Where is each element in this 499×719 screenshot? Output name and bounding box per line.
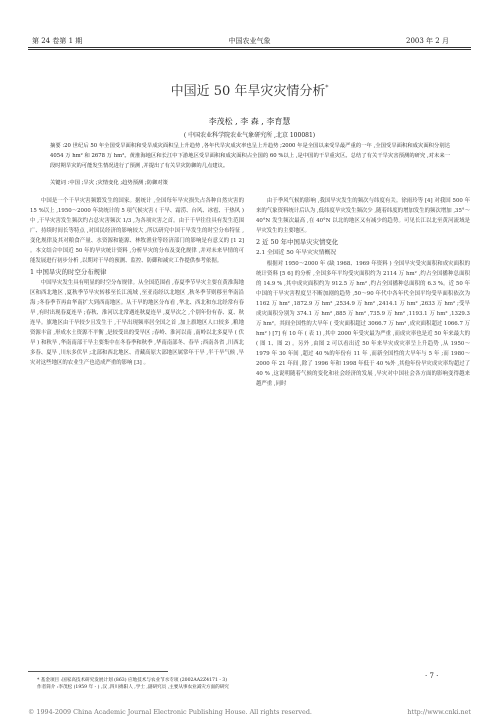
keywords: 关键词 :中国 ;旱灾 ;灾情变化 ;趋势预测 ;防御对策 bbox=[50, 180, 168, 186]
intro-paragraph: 中国是一个干旱灾害频繁发生的国家。据统计 ,全国每年旱灾损失占各种自然灾害的 15 %以上 ,1950～2000 年块统计的 5 项气候灾害 ( 干旱、霜涝、台风、冰雹、干热风 ) 中 ,干旱灾害发生频次约占总灾害频次 1/3 ,为各项灾害之首。由于干旱往往具有发生范围广、持续时间长等特点 ,对国民经济的影响较大 ,所以研究中国干旱发生的时空分布特征 ,变化规律及其对粮食产量、水资源和能源、林牧渔业等经济部门的影响是有意义的 [1 2] 。本文结合中国近 50 年的旱灾统计资料 ,分析旱灾的分布及变化规律 ,并对未来旱情的可能发展进行初步分析 ,以期对干旱的预测、监控、防御和减灾工作提供参考依据。 bbox=[30, 198, 244, 264]
body-paragraph: 根据对 1950～2000 年 (缺 1968、1969 年资料 ) 全国旱灾受灾面积和成灾面积的统计资料 [5 6] 的分析 ,全国多年平均受灾面积约为 2114 万 hm² ,约占全国播种总面积的 14.9 % ,其中成灾面积约为 912.5 万 hm² ,约占全国播种总面积的 6.3 %。近 50 年中国的干旱灾害程度呈不断加剧的趋势 ,50～90 年代中各年代全国平均受旱面积依次为 1162 万 hm² ,1872.9 万 hm² ,2534.9 万 hm² ,2414.1 万 hm² ,2633 万 hm² ;受旱成灾面积分别为 374.1 万 hm² ,885 万 hm² ,735.9 万 hm² ,1193.1 万 hm² ,1329.3 万 hm²。其间全国性的大旱年 ( 受灾面积超过 3066.7 万 hm² ,成灾面积超过 1066.7 万 hm² ) [7] 有 10 年 ( 表 1) ,其中 2000 年受灾最为严重 ,而成灾率也是近 50 年来最大的 ( 图 1、图 2) 。另外 ,由图 2 可以看出近 50 年来旱灾成灾率呈上升趋势 ,从 1950～1979 年 30 年间 ,超过 40 %的年份有 11 年 ,而新全国性的大旱年与 5 年 ;而 1980～2000 年 21 年间 ,除了 1996 年和 1998 年低于 40 %外 ,其他年份旱灾成灾率均超过了 40 % ,这说明随着气候的变化和社会经济的发展 ,旱灾对中国社会各方面的影响变得越来越严重 ,同时 bbox=[256, 261, 470, 387]
right-column bbox=[256, 196, 470, 389]
footnote-funding: * 基金项目 :国家高技术研究发展计划 (863) 应地技术与农业节水专项 (2002AA2Z4171 - 3) bbox=[37, 678, 228, 683]
cnki-link[interactable]: http://www.cnki.net bbox=[407, 708, 471, 716]
paper-title bbox=[0, 80, 499, 99]
page-number: · 7 · bbox=[425, 672, 439, 680]
affiliation: ( 中国农业科学院农业气象研究所 ,北京 100081) bbox=[183, 132, 316, 139]
authors: 李茂松 , 李 森 , 李育慧 bbox=[208, 117, 291, 126]
copyright-bar bbox=[28, 708, 471, 716]
section-heading: 2 近 50 年中国旱灾灾情变化 bbox=[256, 238, 339, 246]
subsection-heading: 2.1 全国近 50 年旱灾灾情概况 bbox=[256, 250, 337, 256]
title-text: 中国近 50 年旱灾灾情分析 bbox=[170, 84, 326, 99]
journal-date: 2003 年 2 月 bbox=[406, 37, 449, 45]
journal-issue: 第 24 卷第 1 期 bbox=[32, 37, 83, 45]
body-paragraph: 由于季风气候的影响 ,我国旱灾发生的频次与纬度有关。徐雨玲等 [4] 对我国 500 年来的气象资料统计后认为 ,低纬度旱灾发生频次少 ,随着纬度的增加发生的频次增加 ,35°～40°N 发生频次最高 ,在 40°N 以北的地区又有减少的趋势。可见长江以北至黄河流域是旱灾发生的主要地区。 bbox=[256, 198, 470, 234]
copyright-text: © 1994-2009 China Academic Journal Electronic Publishing House. All rights reserved. bbox=[28, 708, 312, 716]
section-heading: 1 中国旱灾的时空分布规律 bbox=[30, 268, 107, 276]
footnote-author: 作者简介 :李茂松 (1959 年 - ) ,汉 ,四川绵阳人 ,学士 ,副研究员 ,主要从事农业减灾方面的研究 bbox=[37, 685, 229, 690]
abstract: 摘要 :20 世纪后 50 年全国受旱面积和受旱成灾面积呈上升趋势 ,各年代旱灾成灾率也呈上升趋势 ;2000 年是全国以来受旱最严重的一年 ,全国受旱面积和成灾面积分别达 4054 万 hm² 和 2678 万 hm²。黄淮海地区和长江中下游地区受旱面积和成灾面积占全国的 60 %以上 ,是中国的干旱重灾区。总结了有关干旱灾害预测的研究 ,对未来一段时期旱灾的可能发生情况进行了预测 ,并提出了有关旱灾防御的几点建议。 bbox=[50, 143, 450, 169]
footnote bbox=[37, 677, 467, 691]
title-footnote-mark: * bbox=[325, 84, 329, 92]
footnote-rule bbox=[28, 671, 168, 672]
header-rule-thin bbox=[28, 49, 471, 50]
left-column bbox=[30, 196, 244, 368]
header-rule bbox=[28, 47, 471, 48]
section-paragraph: 中国旱灾发生具有明显的时空分布规律。从全国范围看 ,春夏季节旱灾主要在黄淮海地区和西北地区 ,夏秋季节旱灾转移至长江流域 ,至亚南经以北地区 ,秋冬季节则移至华南沿海 ;冬春季节再由华南扩大到西南地区。从干旱的地区分布看 ,华北、西北和东北经常有春旱 ,有时出现春夏连旱 ;春秋、淮河以北常遇连秋夏连旱 ,夏旱次之 ,个别年份有春、夏、秋连旱。旗地区由干旱较少且发生于 ,干旱出现频率居全国之首 ,加上旗地区人口较多 ,粮地资源丰富 ,形成水土资源不平衡 ,是较受出的受旱区 ;春岭、淮河以南 ,南岭以北多夏旱 ( 伏旱 ) 和秋旱 ,华南南部干旱主要集中在冬春季和秋季 ,华南南部冬、春旱 ;西南各省 ,川西北多春、夏旱 ,川东多伏旱 ;北部和西北地区、青藏高原大部地区属常年干旱 ,半干旱气候 ,旱灾对这些地区的农业生产也造成严重的影响 [3] 。 bbox=[30, 280, 244, 366]
journal-name: 中国农业气象 bbox=[228, 37, 271, 45]
